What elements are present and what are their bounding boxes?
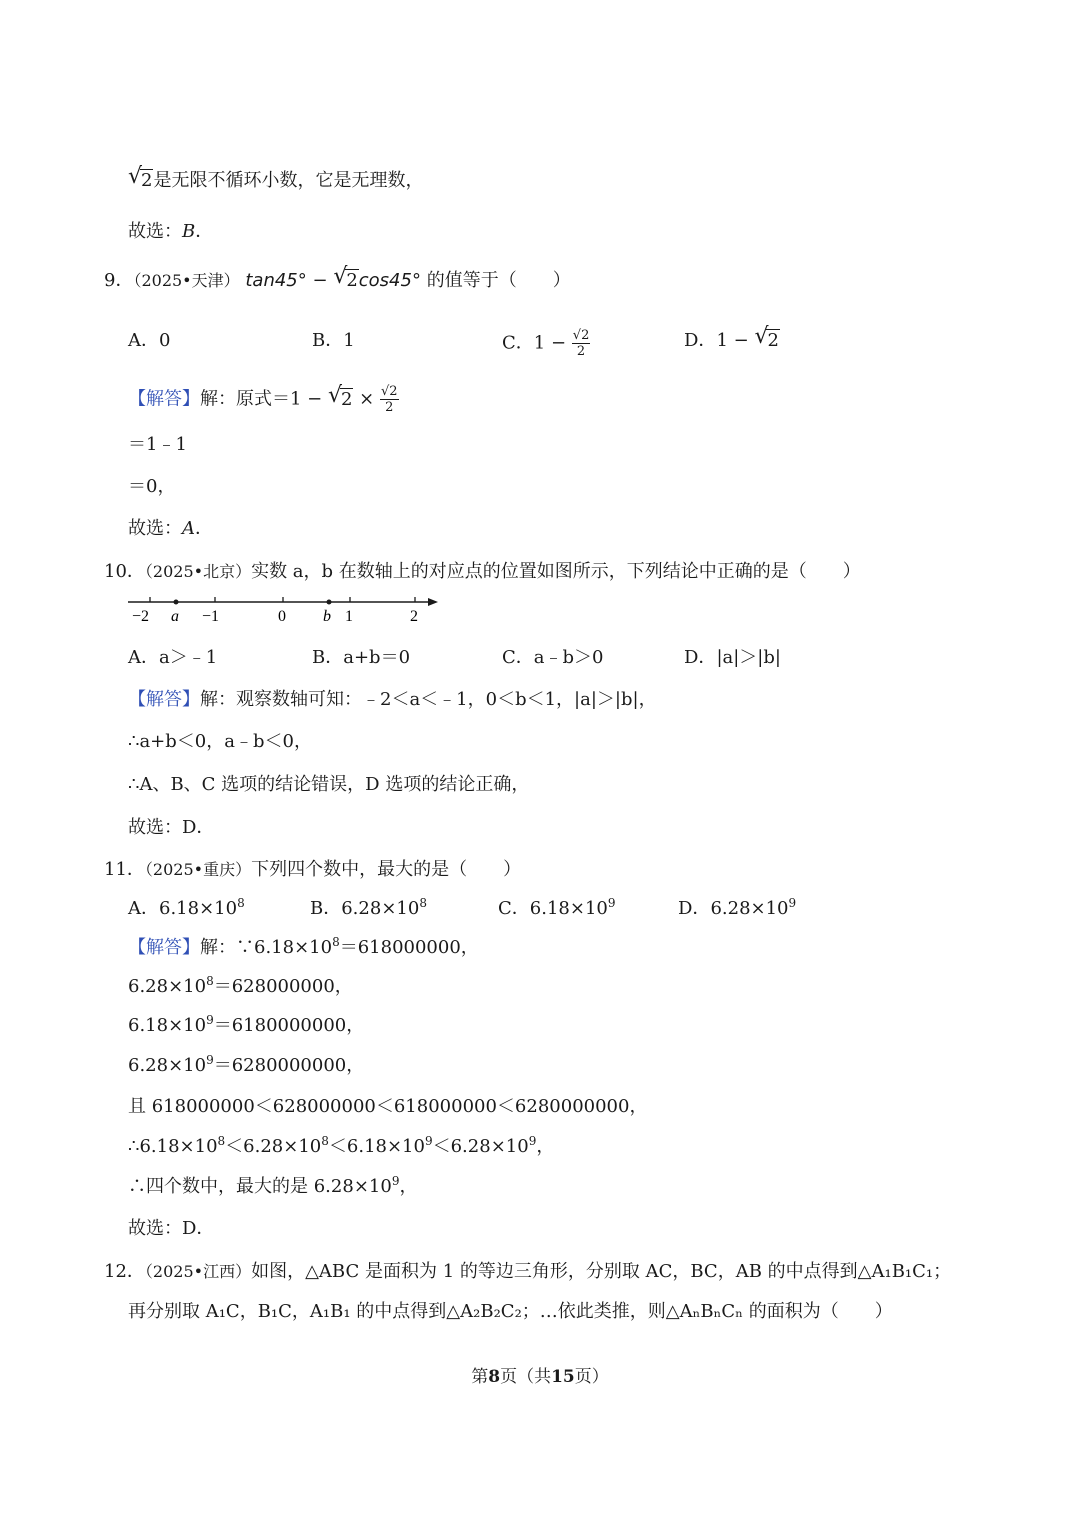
- q11-stem: 11．（2025•重庆）下列四个数中，最大的是（ ）: [104, 859, 522, 880]
- q9-option-b: B．1: [312, 330, 355, 351]
- point-a-label: a: [171, 608, 179, 625]
- q11-option-d: D．$6.28\times 10^9$: [678, 896, 797, 919]
- q9-option-a: A．0: [128, 330, 171, 351]
- q9-option-d: D．1 − √ 2: [684, 328, 780, 354]
- q8-answer: 故选：B．: [128, 221, 214, 242]
- q11-option-b: B．$6.28\times 10^8$: [310, 896, 427, 919]
- q10-option-d: D．|a|＞|b|: [684, 647, 781, 668]
- q9-answer: 故选：A．: [128, 518, 213, 539]
- q11-step: $6.28\times 10^9=6280000000$，: [128, 1053, 365, 1076]
- tick-label: −2: [132, 608, 150, 625]
- q11-compare: 且 618000000＜628000000＜618000000＜6280000000，: [128, 1096, 648, 1117]
- q10-option-c: C．a﹣b＞0: [502, 647, 604, 668]
- point-b: [327, 600, 332, 605]
- q11-solution: 【解答】解：$\because 6.18\times 10^8=618000000$，: [128, 935, 479, 958]
- q10-answer: 故选：D．: [128, 817, 215, 838]
- point-a: [174, 600, 179, 605]
- q10-solution: 【解答】解：观察数轴可知：﹣2＜a＜﹣1，0＜b＜1，|a|＞|b|，: [128, 689, 657, 710]
- q10-option-a: A．a＞﹣1: [128, 647, 218, 668]
- page-footer: 第8页（共15页）: [471, 1367, 609, 1387]
- q11-step: $6.18\times 10^9=6180000000$，: [128, 1013, 365, 1036]
- q12-stem-2: 再分别取 A₁C，B₁C，A₁B₁ 的中点得到△A₂B₂C₂；…依此类推，则△AₙBₙCₙ 的面积为（ ）: [128, 1301, 893, 1322]
- q12-stem-1: 12．（2025•江西）如图，△ABC 是面积为 1 的等边三角形，分别取 AC，BC，AB 的中点得到△A₁B₁C₁；: [104, 1261, 952, 1282]
- number-line: [126, 592, 446, 628]
- sqrt-symbol: √ 2: [128, 168, 153, 194]
- q8-line-1: √ 2是无限不循环小数，它是无理数，: [128, 168, 423, 194]
- q10-solution-3: ∴A、B、C 选项的结论错误，D 选项的结论正确，: [128, 774, 530, 795]
- tick-label: 0: [278, 608, 286, 625]
- q9-step-2: ＝0，: [128, 476, 176, 497]
- q11-option-c: C．$6.18\times 10^9$: [498, 896, 616, 919]
- q11-conclusion: ∴四个数中，最大的是 $6.28\times 10^9$，: [128, 1174, 418, 1197]
- q11-chain: $\therefore 6.18\times 10^8<6.28\times 10^8<6.18\times 10^9<6.28\times 10^9$，: [128, 1134, 555, 1157]
- tick-label: 2: [410, 608, 418, 625]
- q11-option-a: A．$6.18\times 10^8$: [128, 896, 245, 919]
- point-b-label: b: [323, 608, 331, 625]
- q10-solution-2: ∴a+b＜0，a﹣b＜0，: [128, 731, 312, 752]
- tick-label: −1: [202, 608, 220, 625]
- fraction-root2-over-2: $\frac{√2}{2}$: [572, 328, 590, 359]
- q9-option-c: C．1 − $\frac{√2}{2}$: [502, 328, 590, 359]
- q9-solution: 【解答】解：原式＝1 − √ 2 × $\frac{√2}{2}$: [128, 384, 399, 415]
- q9-stem: 9．（2025•天津） tan45° − √ 2cos45° 的值等于（ ）: [104, 268, 571, 294]
- q10-option-b: B．a+b＝0: [312, 647, 411, 668]
- q9-step-1: ＝1﹣1: [128, 434, 187, 455]
- tick-label: 1: [345, 608, 353, 625]
- q10-stem: 10．（2025•北京）实数 a，b 在数轴上的对应点的位置如图所示，下列结论中正确的是（ ）: [104, 561, 861, 582]
- q11-answer: 故选：D．: [128, 1218, 215, 1239]
- q11-step: $6.28\times 10^8=628000000$，: [128, 974, 353, 997]
